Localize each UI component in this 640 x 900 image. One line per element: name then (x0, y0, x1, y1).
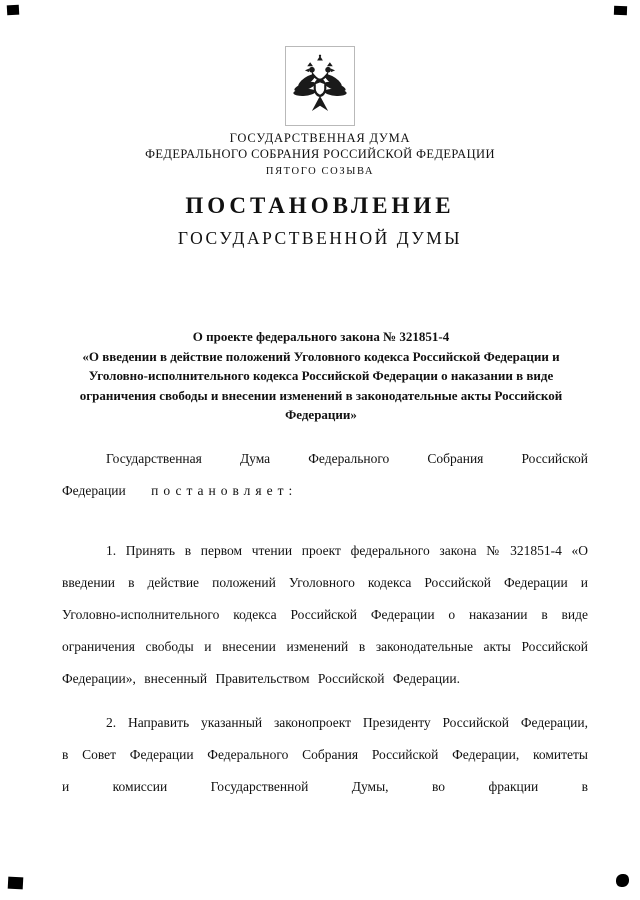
subject-line1: О проекте федерального закона № 321851-4 (192, 329, 450, 344)
intro-text: Государственная Дума Федерального Собрания Российской Федерации (62, 451, 588, 498)
intro-verb-spaced: постановляет: (151, 483, 298, 498)
document-subject (58, 327, 584, 425)
org-name-line3: ПЯТОГО СОЗЫВА (265, 166, 375, 177)
subject-rest: «О введении в действие положений Уголовного кодекса Российской Федерации и Уголовно-исполнительного кодекса Российской Федерации о наказании в виде ограничения свободы и внесении изменений в законодательные акты Российской Федерации» (79, 348, 563, 422)
org-name-line2: ФЕДЕРАЛЬНОГО СОБРАНИЯ РОССИЙСКОЙ ФЕДЕРАЦИИ (145, 147, 495, 161)
document-body (62, 443, 588, 803)
org-name-line1: ГОСУДАРСТВЕННАЯ ДУМА (229, 131, 411, 145)
document-subtitle: ГОСУДАРСТВЕННОЙ ДУМЫ (177, 228, 463, 248)
intro-paragraph (62, 443, 588, 507)
scan-artifact-top-right (614, 6, 627, 15)
coat-of-arms-icon (285, 46, 355, 126)
document-title-block (0, 193, 640, 249)
paragraph-2: 2. Направить указанный законопроект Президенту Российской Федерации, в Совет Федерации Федерального Собрания Российской Федерации, комитеты и комиссии Государственной Думы, во фракции в (62, 715, 588, 794)
paragraph-1: 1. Принять в первом чтении проект федерального закона № 321851-4 «О введении в действие положений Уголовного кодекса Российской Федерации и Уголовно-исполнительного кодекса Российской Федерации о наказании в виде ограничения свободы и внесении изменений в законодательные акты Российской Федерации», внесенный Правительством Российской Федерации. (62, 543, 588, 686)
document-title: ПОСТАНОВЛЕНИЕ (185, 193, 455, 218)
scan-artifact-bottom-left (8, 877, 24, 890)
scan-artifact-top-left (7, 5, 20, 16)
scan-artifact-bottom-right (616, 874, 629, 887)
organization-header (0, 131, 640, 177)
